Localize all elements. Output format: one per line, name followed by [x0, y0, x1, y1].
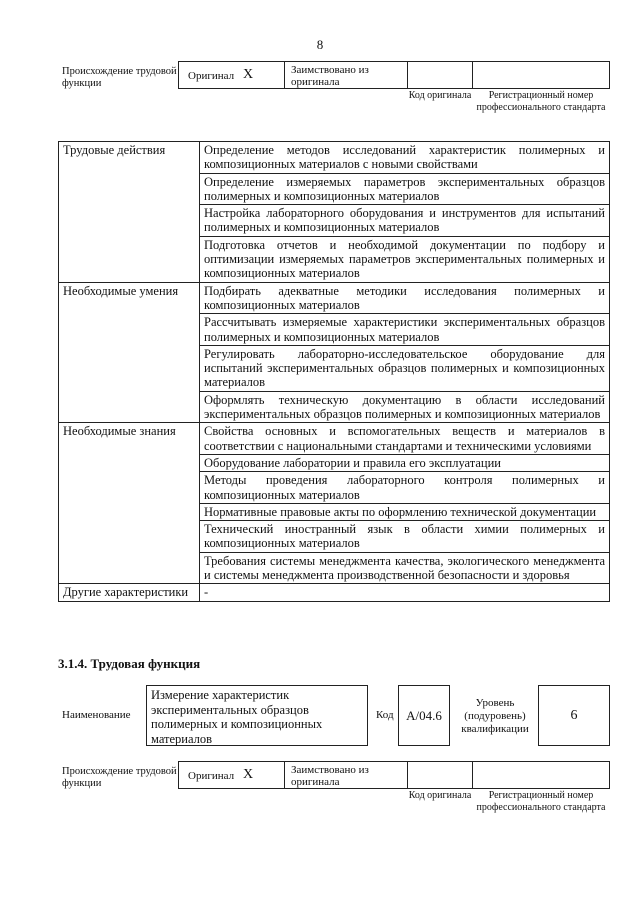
item-cell: Определение измеряемых параметров экспериментальных образцов полимерных и композиционных материалов: [200, 173, 610, 205]
category-cell: Другие характеристики: [59, 584, 200, 601]
category-cell: Трудовые действия: [59, 142, 200, 283]
original-cell: [178, 761, 285, 789]
borrowed-cell: [284, 61, 408, 89]
item-cell: -: [200, 584, 610, 601]
original-mark: X: [243, 67, 254, 82]
item-cell: Свойства основных и вспомогательных веществ и материалов в соответствии с национальными стандартами и техническими условиями: [200, 423, 610, 455]
item-cell: Определение методов исследований характеристик полимерных и композиционных материалов с новыми свойствами: [200, 142, 610, 174]
level-label: Уровень (подуровень) квалификации: [461, 697, 529, 735]
level-value: 6: [538, 685, 610, 746]
item-cell: Методы проведения лабораторного контроля полимерных и композиционных материалов: [200, 472, 610, 504]
item-cell: Оформлять техническую документацию в области исследований экспериментальных образцов полимерных и композиционных материалов: [200, 391, 610, 423]
borrowed-label: Заимствовано из оригинала: [291, 64, 369, 88]
original-label: Оригинал: [188, 770, 235, 782]
name-label: Наименование: [62, 709, 131, 721]
reg-number-cell: [472, 61, 610, 89]
item-cell: Требования системы менеджмента качества, экологического менеджмента и системы менеджмента производственной безопасности и здоровья: [200, 552, 610, 584]
item-cell: Регулировать лабораторно-исследовательское оборудование для испытаний экспериментальных образцов полимерных и композиционных материалов: [200, 345, 610, 391]
item-cell: Технический иностранный язык в области химии полимерных и композиционных материалов: [200, 521, 610, 553]
origin-label: Происхождение трудовой функции: [62, 766, 177, 789]
page-number: 8: [316, 37, 324, 52]
item-cell: Нормативные правовые акты по оформлению технической документации: [200, 503, 610, 520]
table-row: [59, 282, 610, 314]
category-cell: Необходимые знания: [59, 423, 200, 584]
original-cell: [178, 61, 285, 89]
table-row: [59, 423, 610, 455]
reg-number-cell: [472, 761, 610, 789]
item-cell: Подготовка отчетов и необходимой документации по подбору и оптимизации измеряемых параметров экспериментальных полимерных и композиционных материалов: [200, 236, 610, 282]
function-code: А/04.6: [398, 685, 450, 746]
item-cell: Подбирать адекватные методики исследования полимерных и композиционных материалов: [200, 282, 610, 314]
category-cell: Необходимые умения: [59, 282, 200, 423]
code-caption: Код оригинала: [408, 790, 472, 801]
function-details-table: [58, 141, 610, 602]
original-code-cell: [407, 761, 473, 789]
table-row: [59, 584, 610, 601]
original-mark: X: [243, 767, 254, 782]
code-label: Код: [376, 709, 394, 721]
origin-label: Происхождение трудовой функции: [62, 66, 177, 89]
borrowed-cell: [284, 761, 408, 789]
section-title: 3.1.4. Трудовая функция: [58, 656, 201, 671]
function-name: Измерение характеристик экспериментальных образцов полимерных и композиционных материалов: [146, 685, 368, 746]
table-row: [59, 142, 610, 174]
reg-caption: Регистрационный номер профессионального стандарта: [476, 790, 606, 813]
borrowed-label: Заимствовано из оригинала: [291, 764, 369, 788]
code-caption: Код оригинала: [408, 90, 472, 101]
reg-caption: Регистрационный номер профессионального стандарта: [476, 90, 606, 113]
original-label: Оригинал: [188, 70, 235, 82]
item-cell: Настройка лабораторного оборудования и инструментов для испытаний полимерных и композиционных материалов: [200, 205, 610, 237]
item-cell: Рассчитывать измеряемые характеристики экспериментальных образцов полимерных и композиционных материалов: [200, 314, 610, 346]
original-code-cell: [407, 61, 473, 89]
item-cell: Оборудование лаборатории и правила его эксплуатации: [200, 454, 610, 471]
